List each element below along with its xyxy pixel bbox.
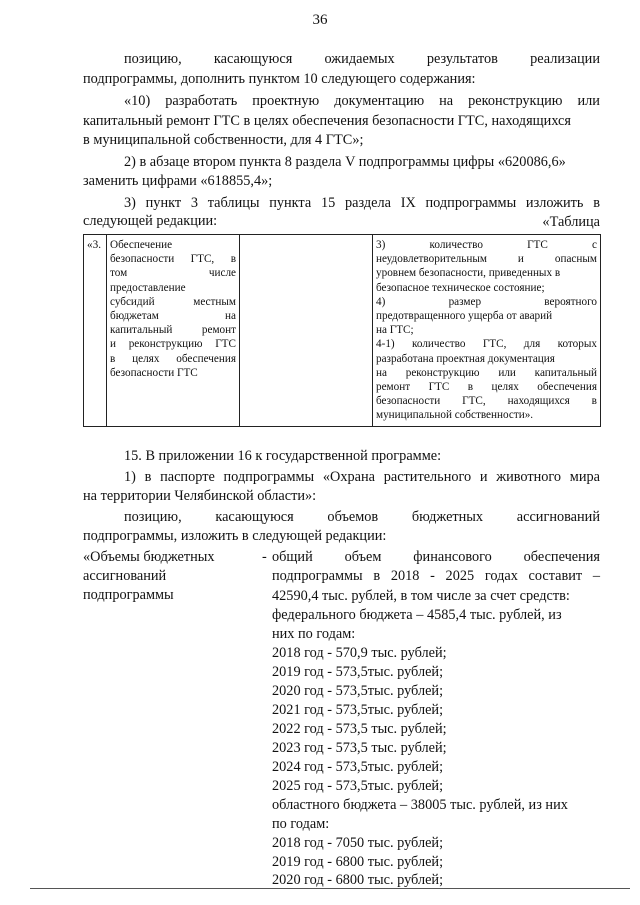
- passport-line: 2020 год - 573,5тыс. рублей;: [272, 683, 444, 699]
- table-cell-indicators: 3) количество ГТС с неудовлетворительным и опасным уровнем безопасности, приведенных в безопасное техническое состояние; 4) размер вероятного предотвращенного ущерба от аварий на ГТС; 4-1) количество ГТС, для которых разработана проектная документация на реконструкцию или капитальный ремонт ГТС в целях обеспечения безопасности ГТС, находящихся в муниципальной собственности».: [373, 235, 601, 427]
- passport-line: 2021 год - 573,5тыс. рублей;: [272, 702, 444, 718]
- passport-line: 2025 год - 573,5тыс. рублей;: [272, 778, 444, 794]
- page-bottom-rule: [30, 888, 630, 889]
- page-number: 36: [312, 12, 328, 28]
- passport-line: 2024 год - 573,5тыс. рублей;: [272, 759, 444, 775]
- paragraph-line: 3) пункт 3 таблицы пункта 15 раздела IX подпрограммы изложить в: [124, 195, 600, 211]
- passport-line: 2018 год - 7050 тыс. рублей;: [272, 835, 444, 851]
- paragraph-line: позицию, касающуюся ожидаемых результатов реализации: [124, 51, 600, 67]
- paragraph-line: позицию, касающуюся объемов бюджетных ассигнований: [124, 509, 600, 525]
- paragraph-line: заменить цифрами «618855,4»;: [83, 173, 273, 189]
- passport-line: 42590,4 тыс. рублей, в том числе за счет средств:: [272, 588, 570, 604]
- paragraph-line: подпрограммы, изложить в следующей редакции:: [83, 528, 387, 544]
- paragraph-line: подпрограммы, дополнить пунктом 10 следующего содержания:: [83, 71, 476, 87]
- passport-label: ассигнований: [83, 568, 167, 584]
- passport-line: областного бюджета – 38005 тыс. рублей, из них: [272, 797, 568, 813]
- table-label: «Таблица: [542, 214, 600, 230]
- paragraph-line: «10) разработать проектную документацию на реконструкцию или: [124, 93, 600, 109]
- paragraph-line: на территории Челябинской области»:: [83, 488, 317, 504]
- paragraph-line: капитальный ремонт ГТС в целях обеспечения безопасности ГТС, находящихся: [83, 113, 571, 129]
- passport-line: них по годам:: [272, 626, 356, 642]
- passport-label: «Объемы бюджетных: [83, 549, 215, 565]
- table-cell-number: «3.: [84, 235, 107, 427]
- passport-line: 2019 год - 573,5тыс. рублей;: [272, 664, 444, 680]
- passport-line: 2023 год - 573,5 тыс. рублей;: [272, 740, 447, 756]
- passport-line: 2020 год - 6800 тыс. рублей;: [272, 872, 444, 888]
- passport-line: по годам:: [272, 816, 330, 832]
- passport-line: подпрограммы в 2018 - 2025 годах составит –: [272, 568, 600, 584]
- paragraph-line: 1) в паспорте подпрограммы «Охрана растительного и животного мира: [124, 469, 600, 485]
- paragraph-line: следующей редакции:: [83, 213, 218, 229]
- section-heading: 15. В приложении 16 к государственной программе:: [124, 448, 442, 464]
- passport-line: 2022 год - 573,5 тыс. рублей;: [272, 721, 447, 737]
- table-cell-empty: [240, 235, 373, 427]
- passport-line: федерального бюджета – 4585,4 тыс. рублей, из: [272, 607, 562, 623]
- paragraph-line: в муниципальной собственности, для 4 ГТС»;: [83, 132, 364, 148]
- table-row: [84, 235, 601, 427]
- passport-line: 2018 год - 570,9 тыс. рублей;: [272, 645, 447, 661]
- gts-table: [83, 234, 601, 427]
- passport-dash: -: [262, 549, 267, 565]
- passport-line: 2019 год - 6800 тыс. рублей;: [272, 854, 444, 870]
- passport-line: общий объем финансового обеспечения: [272, 549, 600, 565]
- paragraph-line: 2) в абзаце втором пункта 8 раздела V подпрограммы цифры «620086,6»: [124, 154, 566, 170]
- table-cell-name: Обеспечение безопасности ГТС, в том числе предоставление субсидий местным бюджетам на капитальный ремонт и реконструкцию ГТС в целях обеспечения безопасности ГТС: [107, 235, 240, 427]
- passport-label: подпрограммы: [83, 587, 174, 603]
